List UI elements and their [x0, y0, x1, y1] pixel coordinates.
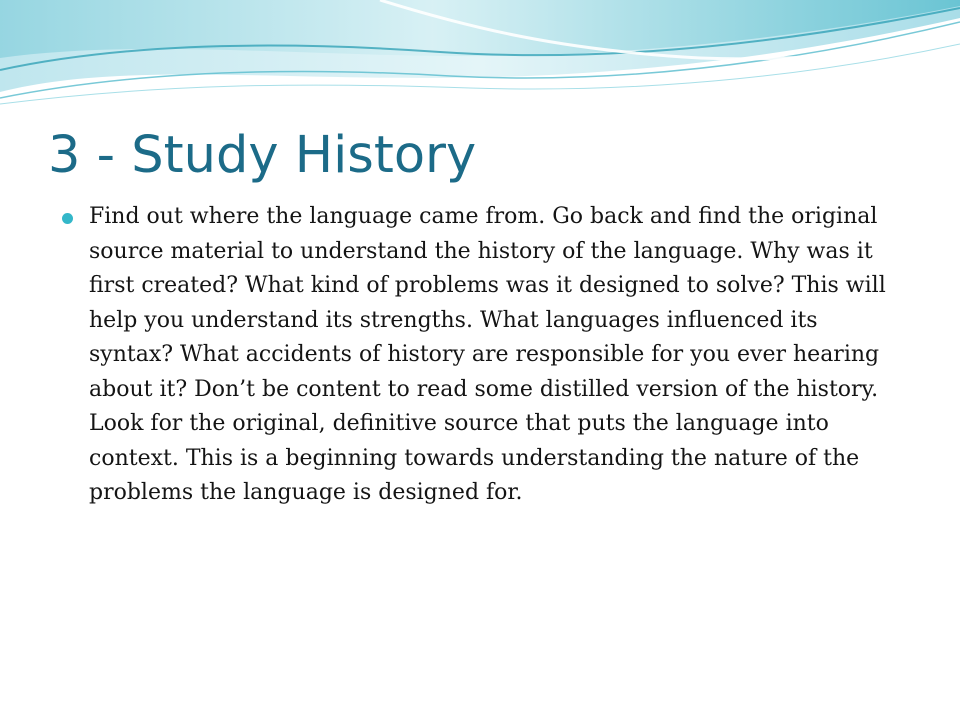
- bullet-text: Find out where the language came from. Go back and find the original source material to understand the history of the language. Why was it first created? What kind of problems was it designed to solve? This will help you understand its strengths. What languages influenced its syntax? What accidents of history are responsible for you ever hearing about it? Don’t be content to read some distilled version of the history. Look for the original, definitive source that puts the language into context. This is a beginning towards understanding the nature of the problems the language is designed for.: [89, 204, 886, 505]
- header-wave-decoration: [0, 0, 960, 120]
- bullet-icon: [62, 213, 73, 224]
- slide-title: 3 - Study History: [48, 126, 477, 185]
